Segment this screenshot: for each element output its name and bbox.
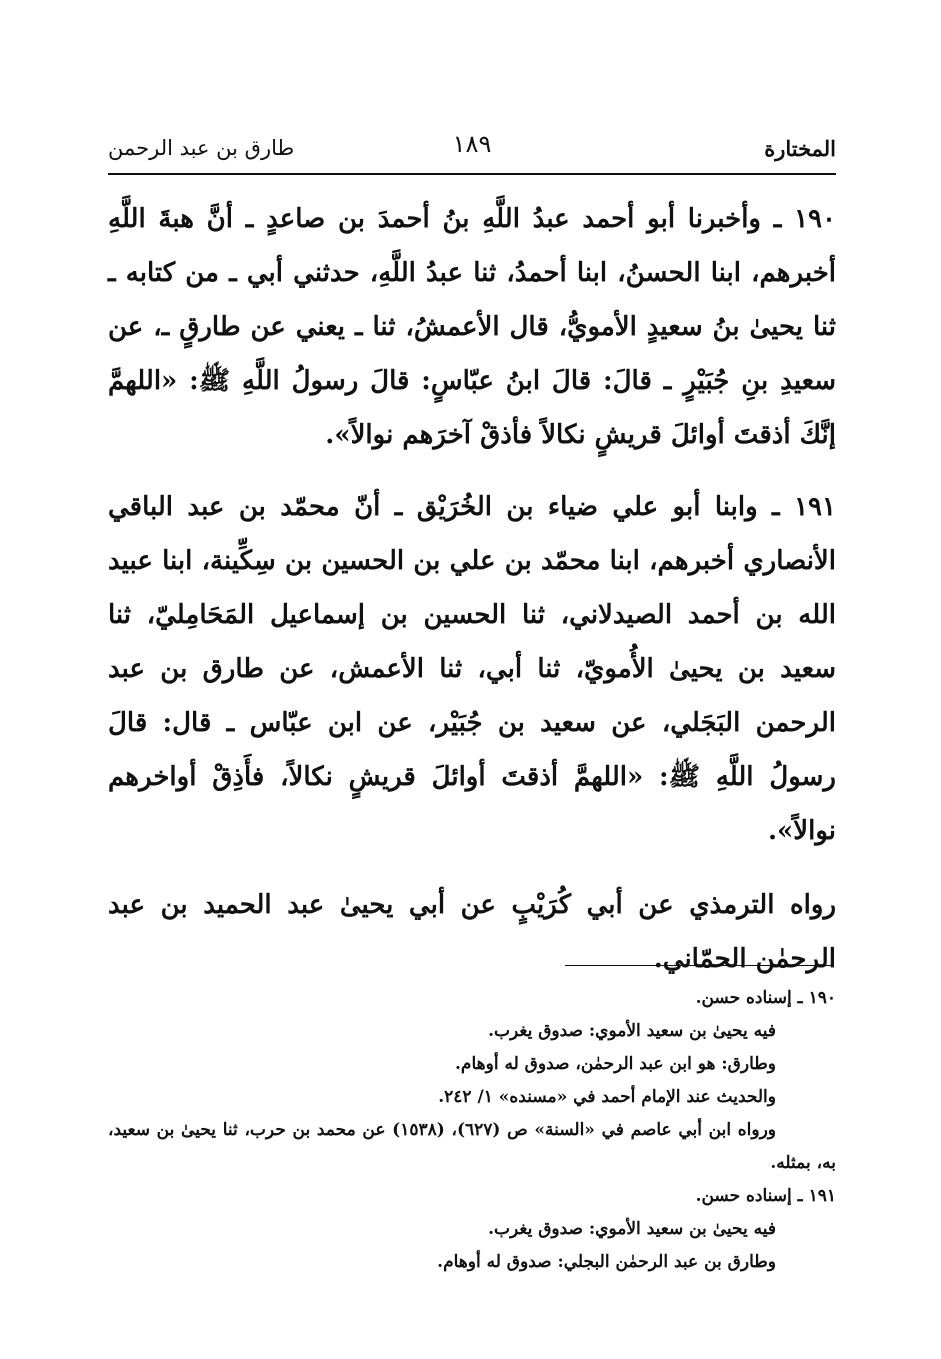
hadith-number: ١٩٠ — [794, 204, 836, 234]
riwaya-note: رواه الترمذي عن أبي كُرَيْبٍ عن أبي يحيىٰ عبد الحميد بن عبد الرحمٰن الحمّاني. — [108, 890, 836, 974]
main-text — [108, 192, 836, 986]
hadith-text: ـ وابنا أبو علي ضياء بن الخُرَيْق ـ أنّ محمّد بن عبد الباقي الأنصاري أخبرهم، ابنا محمّد بن علي بن الحسين بن سِكِّينة، ابنا عبيد الله بن أحمد الصيدلاني، ثنا الحسين بن إسماعيل المَحَامِليّ، ثنا سعيد بن يحيىٰ الأُمويّ، ثنا أبي، ثنا الأعمش، عن طارق بن عبد الرحمن البَجَلي، عن سعيد بن جُبَيْر، عن ابن عبّاس ـ قال: قالَ رسولُ اللَّهِ ﷺ: «اللهمَّ أذقتَ أوائلَ قريشٍ نكالاً، فأَذِقْ أواخرهم نوالاً». — [108, 492, 836, 846]
footnote-line: وطارق: هو ابن عبد الرحمٰن، صدوق له أوهام. — [455, 1054, 776, 1074]
hadith-191 — [108, 480, 836, 858]
footnote-line: فيه يحيىٰ بن سعيد الأموي: صدوق يغرب. — [488, 1021, 776, 1041]
footnotes — [108, 982, 836, 1279]
hadith-190 — [108, 192, 836, 462]
hadith-number: ١٩١ — [794, 492, 836, 522]
book-title: المختارة — [764, 136, 836, 161]
page-number: ١٨٩ — [452, 130, 492, 158]
footnote-separator — [565, 965, 833, 966]
hadith-text: ـ وأخبرنا أبو أحمد عبدُ اللَّهِ بنُ أحمدَ بن صاعدٍ ـ أنَّ هبةَ اللَّهِ أخبرهم، ابنا الحسنُ، ابنا أحمدُ، ثنا عبدُ اللَّهِ، حدثني أبي ـ من كتابه ـ ثنا يحيىٰ بنُ سعيدٍ الأمويُّ، قال الأعمشُ، ثنا ـ يعني عن طارقٍ ـ، عن سعيدِ بنِ جُبَيْرٍ ـ قالَ: قالَ ابنُ عبّاسٍ: قالَ رسولُ اللَّهِ ﷺ: «اللهمَّ إنَّكَ أذقتَ أوائلَ قريشٍ نكالاً فأذقْ آخرَهم نوالاً». — [108, 204, 836, 450]
footnote-line: ١٩١ ـ إسناده حسن. — [695, 1186, 836, 1206]
chapter-name: طارق بن عبد الرحمن — [108, 136, 295, 160]
header-rule — [108, 173, 836, 175]
footnote-line: ورواه ابن أبي عاصم في «السنة» ص (٦٢٧)، (١٥٣٨) عن محمد بن حرب، ثنا يحيىٰ بن سعيد، به، بمثله. — [108, 1120, 836, 1173]
footnote-line: وطارق بن عبد الرحمٰن البجلي: صدوق له أوهام. — [437, 1252, 776, 1272]
footnote-line: ١٩٠ ـ إسناده حسن. — [695, 988, 836, 1008]
footnote-line: فيه يحيىٰ بن سعيد الأموي: صدوق يغرب. — [488, 1219, 776, 1239]
footnote-line: والحديث عند الإمام أحمد في «مسنده» ١/ ٢٤٢. — [438, 1087, 776, 1107]
running-header — [108, 128, 836, 168]
